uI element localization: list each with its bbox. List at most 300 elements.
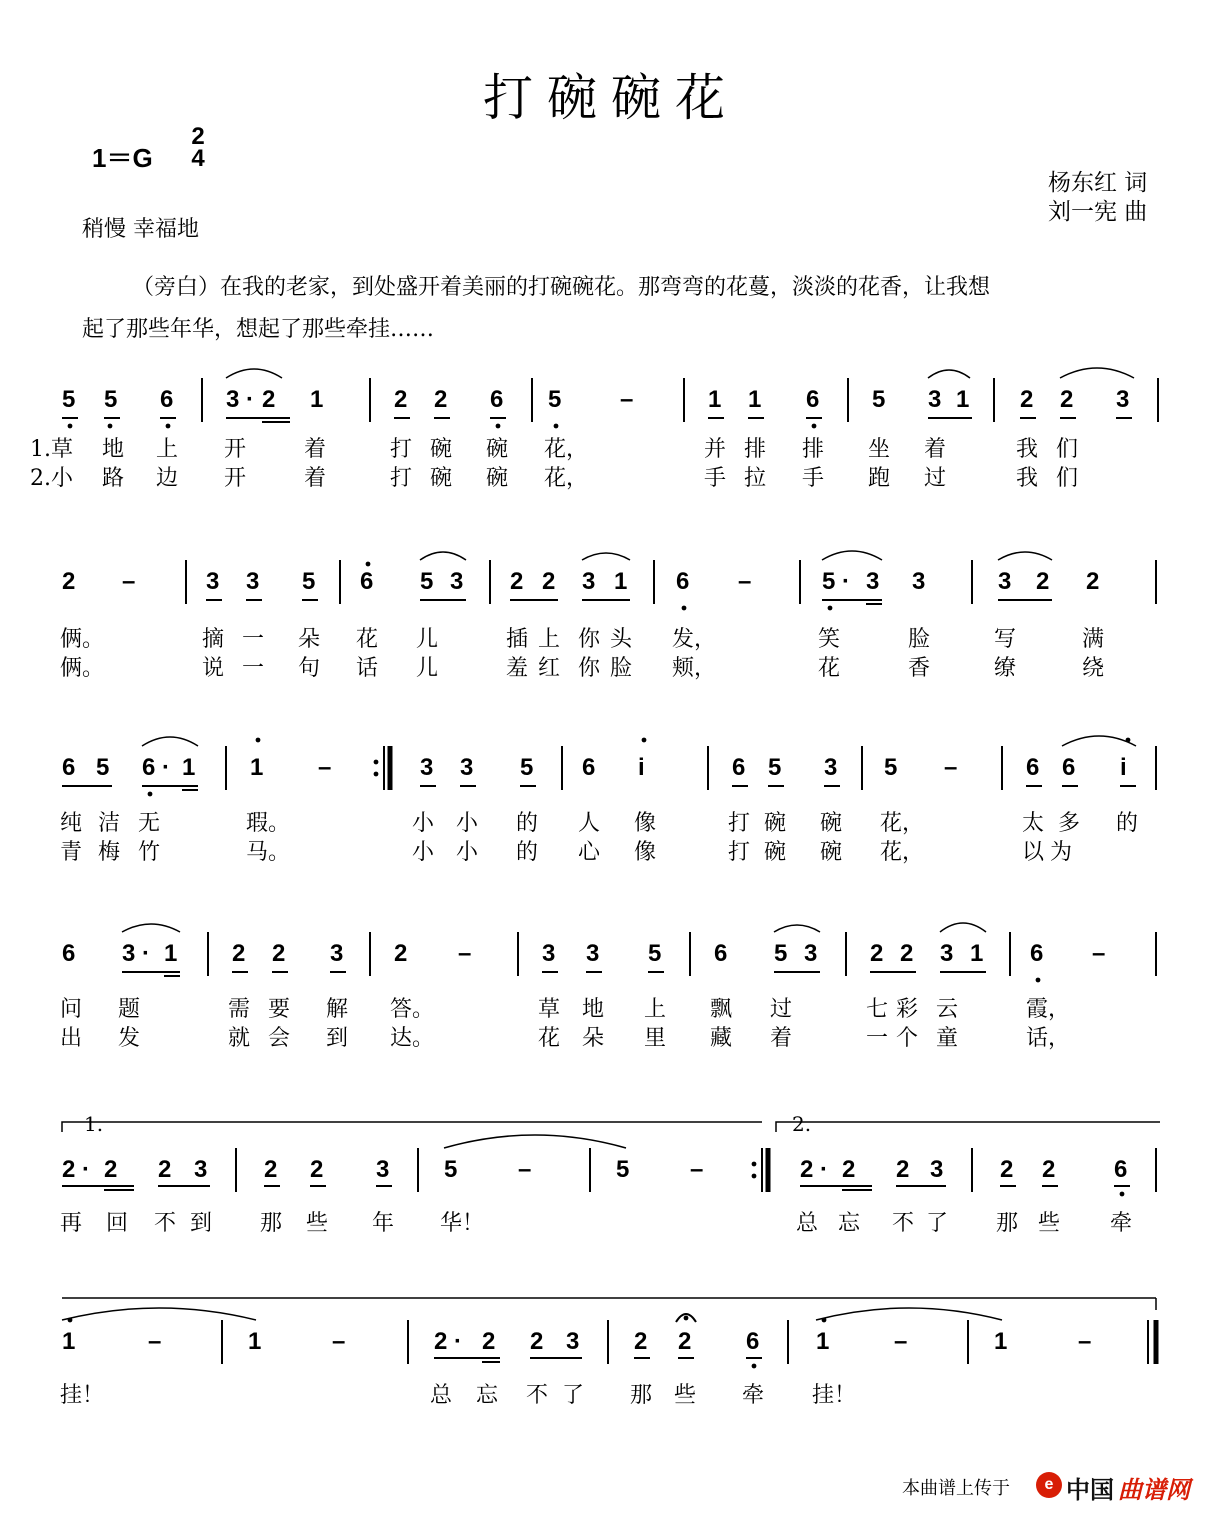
note: 6: [62, 754, 76, 781]
note: 1: [62, 1328, 76, 1355]
note: 2: [1042, 1156, 1056, 1183]
lyric: 儿: [416, 656, 439, 681]
lyric: 排: [802, 437, 825, 462]
lyric: 为: [1050, 840, 1073, 865]
lyric: 脸: [610, 656, 633, 681]
lyric: 挂！: [812, 1383, 857, 1408]
lyric: 霞，: [1026, 997, 1071, 1022]
note: 2: [264, 1156, 278, 1183]
volta-second-label: 2.: [792, 1112, 812, 1136]
note: 1: [164, 940, 178, 967]
note: 2: [104, 1156, 118, 1183]
note: 3: [928, 386, 942, 413]
lyric: 飘: [710, 997, 733, 1022]
note: 1: [816, 1328, 830, 1355]
lyric: 梅: [98, 840, 121, 865]
lyric: 彩: [896, 997, 919, 1022]
note: 3: [566, 1328, 580, 1355]
note: 5: [548, 386, 562, 413]
note: 5: [420, 568, 434, 595]
octave-dot: [1126, 738, 1131, 743]
slur: [226, 369, 282, 378]
lyric: 像: [634, 811, 657, 836]
lyric: 话: [356, 656, 379, 681]
note: 3: [420, 754, 434, 781]
lyric: 解: [326, 997, 349, 1022]
note: 2: [232, 940, 246, 967]
lyric: 路: [102, 466, 125, 491]
lyric: 着: [304, 437, 327, 462]
note: 6: [360, 568, 374, 595]
note: 2: [62, 568, 76, 595]
lyric: 花: [356, 627, 379, 652]
note: 3: [866, 568, 880, 595]
octave-dot: [366, 562, 371, 567]
lyric: 里: [644, 1026, 667, 1051]
lyric: 云: [936, 997, 959, 1022]
lyric: 像: [634, 840, 657, 865]
slur: [444, 1135, 626, 1148]
octave-dot: [1120, 1192, 1125, 1197]
lyric: 开: [224, 437, 247, 462]
augmentation-dot: ·: [820, 1156, 828, 1183]
lyric: 发，: [672, 627, 717, 652]
note: 2: [1060, 386, 1074, 413]
note: 3: [804, 940, 818, 967]
time-signature-top: 2: [191, 123, 205, 150]
note: 5: [648, 940, 662, 967]
lyric: 们: [1056, 466, 1079, 491]
note: 2: [262, 386, 276, 413]
lyric: 碗: [430, 466, 453, 491]
lyric: 的: [1116, 811, 1139, 836]
lyric: 打: [728, 811, 751, 836]
note: 3: [450, 568, 464, 595]
note: 2: [394, 386, 408, 413]
octave-dot: [256, 738, 261, 743]
augmentation-dot: ·: [162, 754, 170, 781]
slur: [1060, 368, 1134, 378]
lyric: 手: [704, 466, 727, 491]
slur: [774, 925, 820, 932]
lyric: 回: [106, 1211, 129, 1236]
lyric: 坐: [868, 437, 891, 462]
lyric: 无: [138, 811, 161, 836]
lyric: 打: [390, 437, 413, 462]
lyric: 朵: [582, 1026, 605, 1051]
note: 3: [1116, 386, 1130, 413]
note: 3: [376, 1156, 390, 1183]
note: 1: [956, 386, 970, 413]
note: 6: [1026, 754, 1040, 781]
slur: [816, 1308, 1002, 1320]
lyric: 头: [610, 627, 633, 652]
note: 2: [272, 940, 286, 967]
note: 3: [542, 940, 556, 967]
lyricist-credit: 杨东红 词: [1048, 170, 1148, 196]
lyric: 说: [202, 656, 225, 681]
octave-dot: [68, 424, 73, 429]
octave-dot: [642, 738, 647, 743]
slur: [122, 924, 180, 932]
lyric: 总: [796, 1211, 819, 1236]
lyric: 我: [1016, 437, 1039, 462]
lyric: 不: [892, 1211, 915, 1236]
lyric: 着: [770, 1026, 793, 1051]
slur: [998, 552, 1052, 560]
lyric: 到: [326, 1026, 349, 1051]
page-title: 打碗碗花: [483, 69, 739, 127]
lyric: 开: [224, 466, 247, 491]
lyric: 碗: [820, 811, 843, 836]
lyric: 碗: [486, 437, 509, 462]
octave-dot: [684, 1316, 689, 1321]
note: 3: [206, 568, 220, 595]
note: 2: [394, 940, 408, 967]
note: 2: [158, 1156, 172, 1183]
lyric: 藏: [710, 1026, 733, 1051]
lyric: 题: [118, 997, 141, 1022]
note: 2: [1000, 1156, 1014, 1183]
note: 5: [104, 386, 118, 413]
lyric: 花，: [544, 437, 589, 462]
lyric: 那: [260, 1211, 283, 1236]
octave-dot: [166, 424, 171, 429]
augmentation-dot: ·: [142, 940, 150, 967]
octave-dot: [108, 424, 113, 429]
note: 2: [530, 1328, 544, 1355]
lyric: 人: [578, 811, 601, 836]
note: 6: [746, 1328, 760, 1355]
lyric: 碗: [430, 437, 453, 462]
lyric: 马。: [246, 840, 291, 865]
note: 2: [62, 1156, 76, 1183]
note: 3: [582, 568, 596, 595]
lyric: 小: [412, 840, 435, 865]
lyric: 问: [60, 997, 83, 1022]
site-logo-icon[interactable]: e: [1036, 1472, 1062, 1498]
note: 6: [806, 386, 820, 413]
site-logo-name[interactable]: 曲谱网: [1118, 1475, 1190, 1504]
note: 6: [582, 754, 596, 781]
lyric: 小: [412, 811, 435, 836]
lyric: 出: [60, 1026, 83, 1051]
octave-dot: [828, 606, 833, 611]
note: 1: [970, 940, 984, 967]
lyric: 颊，: [672, 656, 717, 681]
lyric: 上: [644, 997, 667, 1022]
lyric: 绕: [1082, 656, 1105, 681]
composer-credit: 刘一宪 曲: [1048, 199, 1148, 225]
augmentation-dot: ·: [842, 568, 850, 595]
lyric: 些: [306, 1211, 329, 1236]
dash: –: [620, 386, 634, 413]
lyric: 了: [926, 1211, 949, 1236]
lyric: 羞: [506, 656, 529, 681]
lyric: 心: [578, 840, 601, 865]
augmentation-dot: ·: [246, 386, 254, 413]
slur: [420, 552, 466, 560]
slur: [582, 553, 630, 560]
lyric: 的: [516, 840, 539, 865]
lyric: 你: [578, 627, 601, 652]
octave-dot: [812, 424, 817, 429]
lyric: 上: [156, 437, 179, 462]
note: 6: [160, 386, 174, 413]
dash: –: [332, 1328, 346, 1355]
note: 6: [714, 940, 728, 967]
lyric: 需: [228, 997, 251, 1022]
slur: [142, 737, 198, 746]
note: 3: [586, 940, 600, 967]
note: 6: [490, 386, 504, 413]
lyric: 花: [538, 1026, 561, 1051]
lyric: 一: [866, 1026, 889, 1051]
note: 1: [250, 754, 264, 781]
narration-line-2: 起了那些年华，想起了那些牵挂……: [82, 317, 435, 342]
note: 1: [614, 568, 628, 595]
lyric: 挂！: [60, 1383, 105, 1408]
note: 3: [246, 568, 260, 595]
lyric: 1.草: [30, 437, 73, 462]
lyric: 那: [630, 1383, 653, 1408]
note: 2: [1036, 568, 1050, 595]
lyric: 发: [118, 1026, 141, 1051]
lyric: 个: [896, 1026, 919, 1051]
lyric: 些: [1038, 1211, 1061, 1236]
lyric: 总: [430, 1383, 453, 1408]
note: 3: [122, 940, 136, 967]
note: 1: [182, 754, 196, 781]
lyric: 地: [582, 997, 605, 1022]
lyric: 多: [1058, 811, 1081, 836]
volta-first-label: 1.: [84, 1112, 104, 1136]
lyric: 的: [516, 811, 539, 836]
lyric: 牵: [1110, 1211, 1133, 1236]
lyric: 以: [1022, 840, 1045, 865]
lyric: 排: [744, 437, 767, 462]
note: 1: [994, 1328, 1008, 1355]
lyric: 碗: [764, 840, 787, 865]
key-signature: 1＝G: [92, 143, 153, 173]
octave-dot: [752, 1174, 757, 1179]
lyric: 打: [390, 466, 413, 491]
note: 6: [1030, 940, 1044, 967]
dash: –: [738, 568, 752, 595]
dash: –: [122, 568, 136, 595]
lyric: 边: [156, 466, 179, 491]
lyric: 满: [1082, 627, 1105, 652]
lyric: 写: [994, 627, 1017, 652]
lyric: 一: [242, 656, 265, 681]
lyric: 就: [228, 1026, 251, 1051]
note: 2: [896, 1156, 910, 1183]
tempo-marking: 稍慢 幸福地: [82, 217, 199, 242]
lyric: 朵: [298, 627, 321, 652]
lyric: 地: [102, 437, 125, 462]
octave-dot: [752, 1364, 757, 1369]
lyric: 那: [996, 1211, 1019, 1236]
narration-line-1: （旁白）在我的老家，到处盛开着美丽的打碗碗花。那弯弯的花蔓，淡淡的花香，让我想: [132, 275, 991, 300]
lyric: 笑: [818, 627, 841, 652]
note: 6: [732, 754, 746, 781]
augmentation-dot: ·: [82, 1156, 90, 1183]
lyric: 要: [268, 997, 291, 1022]
octave-dot: [374, 760, 379, 765]
note: 6: [1114, 1156, 1128, 1183]
note: 3: [330, 940, 344, 967]
lyric: 碗: [820, 840, 843, 865]
dash: –: [318, 754, 332, 781]
lyric: 青: [60, 840, 83, 865]
lyric: 会: [268, 1026, 291, 1051]
note: i: [1120, 754, 1127, 781]
note: 1: [748, 386, 762, 413]
lyric: 了: [562, 1383, 585, 1408]
lyric: 摘: [202, 627, 225, 652]
dash: –: [690, 1156, 704, 1183]
lyric: 一: [242, 627, 265, 652]
lyric: 小: [456, 840, 479, 865]
lyric: 到: [190, 1211, 213, 1236]
note: 5: [96, 754, 110, 781]
lyric: 些: [674, 1383, 697, 1408]
note: 5: [62, 386, 76, 413]
lyric: 们: [1056, 437, 1079, 462]
lyric: 年: [372, 1211, 395, 1236]
site-logo-cn[interactable]: 中国: [1066, 1475, 1114, 1504]
lyric: 花，: [544, 466, 589, 491]
dash: –: [894, 1328, 908, 1355]
slur: [1062, 736, 1136, 746]
augmentation-dot: ·: [454, 1328, 462, 1355]
octave-dot: [554, 424, 559, 429]
lyric: 太: [1022, 811, 1045, 836]
dash: –: [518, 1156, 532, 1183]
dash: –: [944, 754, 958, 781]
lyric: 香: [908, 656, 931, 681]
note: 2: [800, 1156, 814, 1183]
lyric: 俩。: [60, 656, 105, 681]
note: 6: [62, 940, 76, 967]
lyric: 忘: [476, 1383, 499, 1408]
note: 2: [1086, 568, 1100, 595]
octave-dot: [374, 772, 379, 777]
note: 6: [676, 568, 690, 595]
slur: [940, 923, 986, 932]
note: 2: [1020, 386, 1034, 413]
note: 3: [930, 1156, 944, 1183]
lyric: 过: [770, 997, 793, 1022]
octave-dot: [682, 606, 687, 611]
note: 6: [1062, 754, 1076, 781]
note: 1: [248, 1328, 262, 1355]
note: 3: [226, 386, 240, 413]
volta-bracket-second: [776, 1122, 1160, 1132]
note: 2: [842, 1156, 856, 1183]
note: 3: [194, 1156, 208, 1183]
slur: [62, 1308, 256, 1320]
lyric: 脸: [908, 627, 931, 652]
note: 5: [302, 568, 316, 595]
lyric: 答。: [390, 997, 435, 1022]
note: 5: [884, 754, 898, 781]
lyric: 拉: [744, 466, 767, 491]
lyric: 牵: [742, 1383, 765, 1408]
note: 5: [616, 1156, 630, 1183]
lyric: 花，: [880, 840, 925, 865]
lyric: 你: [578, 656, 601, 681]
lyric: 话，: [1026, 1026, 1071, 1051]
lyric: 不: [526, 1383, 549, 1408]
note: 5: [774, 940, 788, 967]
lyric: 童: [936, 1026, 959, 1051]
note-fermata: 2: [678, 1328, 692, 1355]
lyric: 再: [60, 1211, 83, 1236]
lyric: 七: [866, 997, 889, 1022]
note: 5: [872, 386, 886, 413]
note: 2: [542, 568, 556, 595]
note: 3: [912, 568, 926, 595]
note: 1: [708, 386, 722, 413]
volta-bracket-first: [62, 1122, 762, 1132]
slur: [822, 551, 882, 560]
note: 6: [142, 754, 156, 781]
note: 2: [510, 568, 524, 595]
footer-upload-text: 本曲谱上传于: [902, 1478, 1010, 1499]
lyric: 手: [802, 466, 825, 491]
lyric: 句: [298, 656, 321, 681]
lyric: 碗: [764, 811, 787, 836]
lyric: 跑: [868, 466, 891, 491]
note: 3: [998, 568, 1012, 595]
octave-dot: [496, 424, 501, 429]
lyric: 小: [456, 811, 479, 836]
note: 2: [900, 940, 914, 967]
octave-dot: [752, 1162, 757, 1167]
lyric: 碗: [486, 466, 509, 491]
lyric: 俩。: [60, 627, 105, 652]
note: 3: [824, 754, 838, 781]
note: 5: [520, 754, 534, 781]
octave-dot: [1036, 978, 1041, 983]
note: 2: [434, 1328, 448, 1355]
dash: –: [148, 1328, 162, 1355]
note: 2: [870, 940, 884, 967]
lyric: 插: [506, 627, 529, 652]
note: 2: [482, 1328, 496, 1355]
lyric: 忘: [838, 1211, 861, 1236]
lyric: 我: [1016, 466, 1039, 491]
note: 2: [634, 1328, 648, 1355]
lyric: 2.小: [30, 466, 73, 491]
lyric: 过: [924, 466, 947, 491]
slur: [928, 370, 970, 378]
note: 3: [460, 754, 474, 781]
lyric: 花: [818, 656, 841, 681]
note: 2: [310, 1156, 324, 1183]
lyric: 上: [538, 627, 561, 652]
note: 3: [940, 940, 954, 967]
note: 5: [444, 1156, 458, 1183]
note: 2: [434, 386, 448, 413]
lyric: 不: [154, 1211, 177, 1236]
lyric: 纯: [60, 811, 83, 836]
lyric: 华！: [440, 1211, 485, 1236]
lyric: 瑕。: [246, 811, 291, 836]
lyric: 洁: [98, 811, 121, 836]
lyric: 草: [538, 997, 561, 1022]
